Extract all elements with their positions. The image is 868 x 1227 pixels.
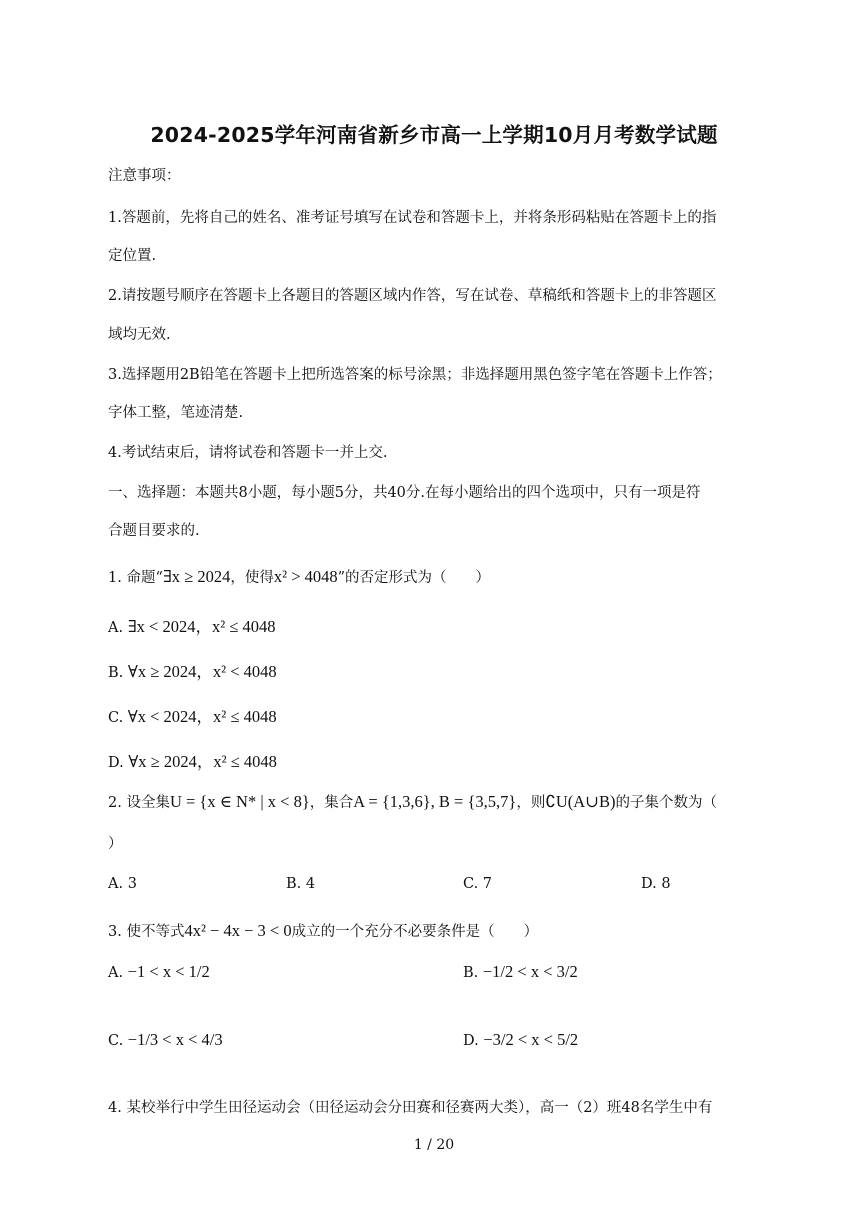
question-3-option-c[interactable] bbox=[108, 1030, 223, 1050]
question-2-complement: ∁U(A∪B) bbox=[545, 792, 616, 811]
question-3-option-a[interactable] bbox=[108, 962, 210, 982]
section-1-line-2: 合题目要求的. bbox=[108, 523, 200, 539]
question-1-tail: ”的否定形式为（ ） bbox=[337, 570, 491, 586]
page-number: 1 / 20 bbox=[413, 1137, 455, 1153]
option-text: ∀x ≥ 2024，x² < 4048 bbox=[127, 662, 277, 681]
option-text: −3/2 < x < 5/2 bbox=[483, 1030, 579, 1049]
question-1-expr-a: ∃x ≥ 2024 bbox=[162, 567, 231, 586]
question-3-stem bbox=[108, 921, 538, 942]
option-text: −1/2 < x < 3/2 bbox=[482, 962, 578, 981]
question-3-tail: 成立的一个充分不必要条件是（ ） bbox=[291, 924, 539, 940]
question-1-number: 1. 命题“ bbox=[108, 570, 163, 586]
question-2-stem bbox=[108, 792, 717, 813]
question-3-number: 3. 使不等式 bbox=[108, 924, 185, 940]
question-2-option-d[interactable]: D. 8 bbox=[641, 876, 671, 892]
question-1-mid: ，使得 bbox=[230, 570, 274, 586]
question-2-tail: 的子集个数为（ bbox=[615, 795, 717, 811]
option-label: C. bbox=[108, 710, 124, 726]
option-label: B. bbox=[463, 965, 479, 981]
option-text: ∀x ≥ 2024，x² ≤ 4048 bbox=[128, 752, 277, 771]
section-1-line-1: 一、选择题：本题共8小题，每小题5分，共40分.在每小题给出的四个选项中，只有一项是符 bbox=[108, 485, 701, 501]
question-2-close: ） bbox=[108, 836, 123, 852]
notice-item-3-line-1: 3.选择题用2B铅笔在答题卡上把所选答案的标号涂黑；非选择题用黑色签字笔在答题卡上作答； bbox=[108, 367, 722, 383]
question-1-option-a[interactable] bbox=[108, 613, 275, 637]
notice-item-2-line-1: 2.请按题号顺序在答题卡上各题目的答题区域内作答，写在试卷、草稿纸和答题卡上的非答题区 bbox=[108, 288, 717, 304]
notice-item-2-line-2: 域均无效. bbox=[108, 327, 171, 343]
option-label: A. bbox=[108, 965, 124, 981]
page-title: 2024-2025学年河南省新乡市高一上学期10月月考数学试题 bbox=[150, 123, 718, 147]
question-3-option-b[interactable] bbox=[463, 962, 578, 982]
option-text: −1/3 < x < 4/3 bbox=[127, 1030, 223, 1049]
question-3-option-d[interactable] bbox=[463, 1030, 578, 1050]
option-text: −1 < x < 1/2 bbox=[127, 962, 210, 981]
question-1-option-d[interactable] bbox=[108, 748, 277, 772]
question-2-option-a[interactable]: A. 3 bbox=[108, 876, 137, 892]
notice-item-1-line-1: 1.答题前，先将自己的姓名、准考证号填写在试卷和答题卡上，并将条形码粘贴在答题卡上的指 bbox=[108, 210, 717, 226]
question-1-option-c[interactable] bbox=[108, 703, 277, 727]
notice-item-3-line-2: 字体工整，笔迹清楚. bbox=[108, 405, 244, 421]
question-2-set-u: U = {x ∈ N* | x < 8} bbox=[169, 792, 310, 811]
option-text: ∃x < 2024，x² ≤ 4048 bbox=[127, 617, 276, 636]
question-1-stem bbox=[108, 567, 490, 588]
question-1-option-b[interactable] bbox=[108, 658, 277, 682]
question-3-inequality: 4x² − 4x − 3 < 0 bbox=[184, 921, 292, 940]
option-label: D. bbox=[108, 755, 124, 771]
question-1-expr-b: x² > 4048 bbox=[273, 567, 338, 586]
question-2-number: 2. 设全集 bbox=[108, 795, 170, 811]
question-2-sets-ab: A = {1,3,6}, B = {3,5,7} bbox=[353, 792, 517, 811]
question-2-ze: ，则 bbox=[516, 795, 546, 811]
option-label: D. bbox=[463, 1033, 479, 1049]
question-2-option-b[interactable]: B. 4 bbox=[286, 876, 316, 892]
notice-item-4: 4.考试结束后，请将试卷和答题卡一并上交. bbox=[108, 445, 388, 461]
question-2-option-c[interactable]: C. 7 bbox=[463, 876, 493, 892]
notice-heading: 注意事项： bbox=[108, 168, 181, 184]
question-4-line-1: 4. 某校举行中学生田径运动会（田径运动会分田赛和径赛两大类），高一（2）班48名学生中有 bbox=[108, 1100, 713, 1116]
option-label: C. bbox=[108, 1033, 124, 1049]
option-label: B. bbox=[108, 665, 124, 681]
option-label: A. bbox=[108, 620, 124, 636]
notice-item-1-line-2: 定位置. bbox=[108, 248, 157, 264]
question-2-mid: ，集合 bbox=[309, 795, 354, 811]
option-text: ∀x < 2024，x² ≤ 4048 bbox=[127, 707, 277, 726]
